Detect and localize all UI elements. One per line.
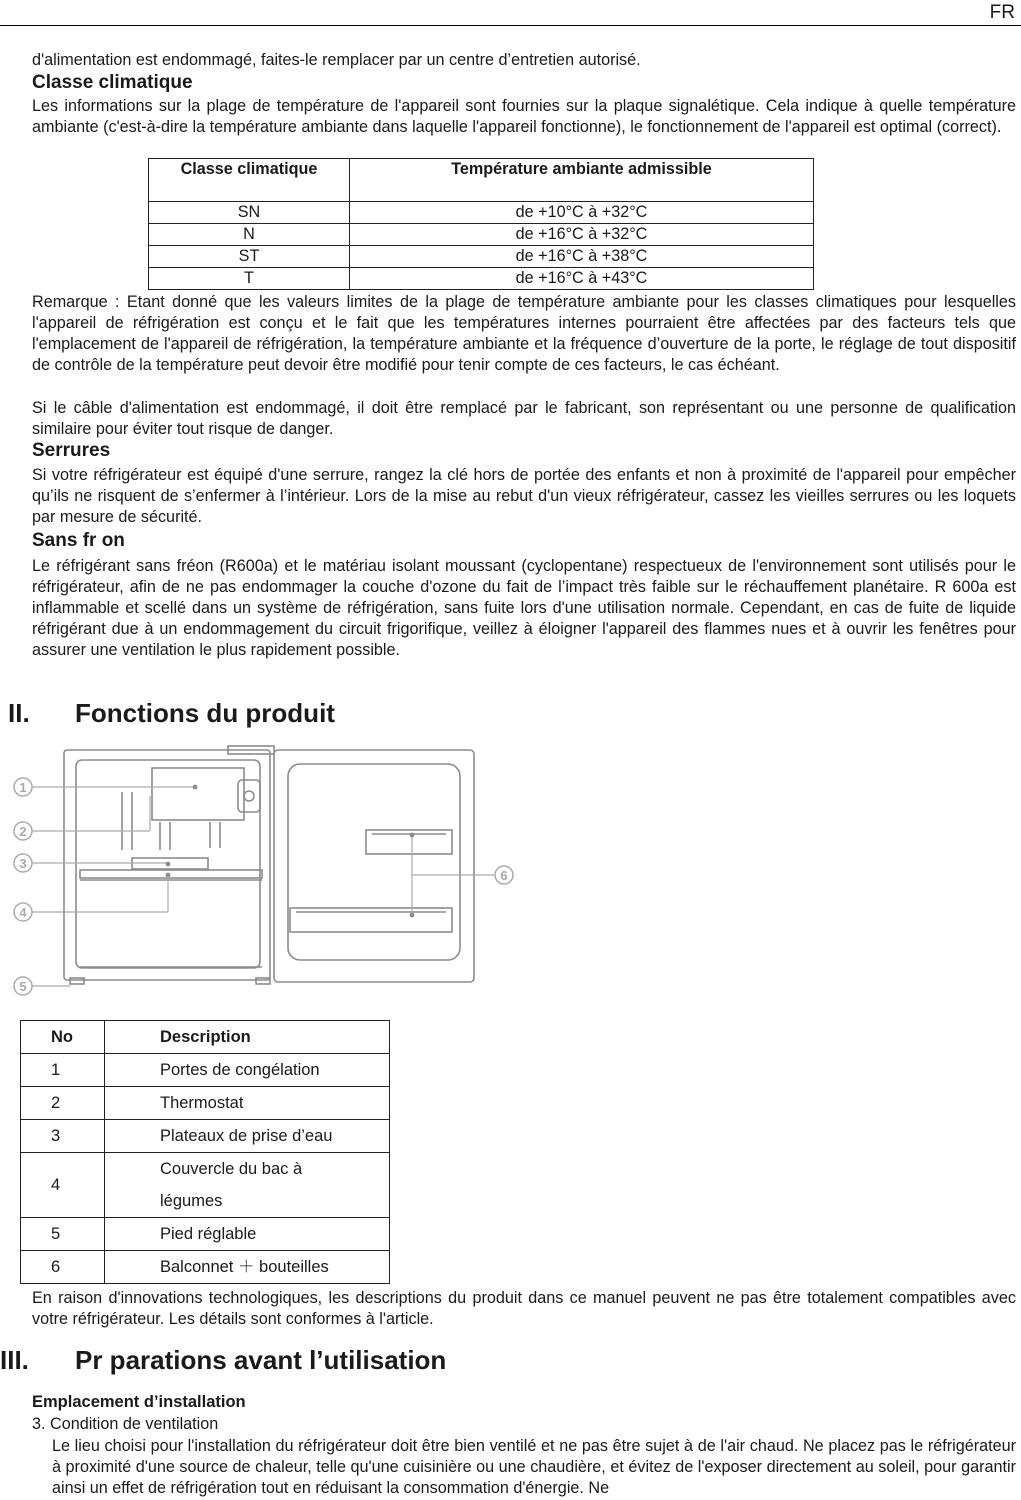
feature-desc-line: Couvercle du bac à (160, 1160, 303, 1178)
callout-1-label: 1 (19, 780, 27, 795)
section-2-title: Fonctions du produit (75, 698, 335, 728)
header-rule (0, 25, 1021, 26)
feature-desc: Thermostat (105, 1087, 390, 1120)
table-row (21, 1054, 390, 1087)
classe-text: Les informations sur la plage de température de l'appareil sont fournies sur la plaque signalétique. Cela indique à quelle température ambiante (c'est-à-dire la température ambiante dans laquelle l'appareil fonctionne), le fonctionnement de l'appareil est optimal (correct). (32, 97, 1016, 136)
serrures-text: Si votre réfrigérateur est équipé d'une serrure, rangez la clé hors de portée des enfants et non à proximité de l'appareil pour empêcher qu’ils ne risquent de s’enfermer à l’intérieur. Lors de la mise au rebut d'un vieux réfrigérateur, cassez les vieilles serrures ou les loquets par mesure de sécurité. (32, 466, 1016, 526)
callout-5-label: 5 (19, 979, 27, 994)
callout-2 (14, 822, 32, 840)
feature-no: 4 (21, 1153, 105, 1218)
feature-desc: Pied réglable (105, 1218, 390, 1251)
serrures-heading: Serrures (32, 440, 111, 461)
table-row (149, 268, 814, 290)
feature-no: 1 (21, 1054, 105, 1087)
feature-desc: Plateaux de prise d’eau (105, 1120, 390, 1153)
climate-class-cell: N (149, 224, 350, 246)
feature-desc: Portes de congélation (105, 1054, 390, 1087)
callout-3 (14, 854, 32, 872)
ventilation-text: Le lieu choisi pour l'installation du réfrigérateur doit être bien ventilé et ne pas être sujet à de l'air chaud. Ne placez pas le réfrigérateur à proximité d'une source de chaleur, telle qu'une cuisinière ou une chaudière, et évitez de l'exposer directement au soleil, pour garantir ainsi un effet de réfrigération tout en réduisant la consommation d'énergie. Ne (52, 1437, 1016, 1497)
climate-temp-cell: de +16°C à +32°C (350, 224, 814, 246)
feature-desc (105, 1153, 390, 1218)
climate-class-table (148, 158, 814, 290)
callout-4-label: 4 (19, 905, 27, 920)
table-row (21, 1218, 390, 1251)
foot (70, 978, 84, 984)
callout-3-label: 3 (19, 856, 27, 871)
thermostat (238, 780, 260, 812)
glass-shelf (80, 870, 262, 878)
cable-text: Si le câble d'alimentation est endommagé, il doit être remplacé par le fabricant, son représentant ou une personne de qualification similaire pour éviter tout risque de danger. (32, 399, 1016, 438)
callout-5 (14, 977, 32, 995)
intro-line: d'alimentation est endommagé, faites-le remplacer par un centre d’entretien autorisé. (32, 51, 641, 69)
emplacement-heading: Emplacement d’installation (32, 1393, 246, 1411)
callout-1 (14, 778, 32, 796)
freezer-compartment (152, 768, 244, 820)
feature-no: 2 (21, 1087, 105, 1120)
innovation-text: En raison d'innovations technologiques, les descriptions du produit dans ce manuel peuvent ne pas être totalement compatibles avec votre réfrigérateur. Les détails sont conformes à l'article. (32, 1289, 1016, 1328)
ventilation-item: 3. Condition de ventilation (32, 1415, 219, 1433)
feature-desc-line: légumes (160, 1192, 223, 1210)
section-3-title: Pr parations avant l’utilisation (75, 1345, 447, 1375)
table-row (21, 1087, 390, 1120)
section-3-number: III. (0, 1345, 29, 1375)
feature-desc: Balconnet ＋ bouteilles (105, 1251, 390, 1284)
climate-head-temp: Température ambiante admissible (350, 159, 814, 202)
climate-class-cell: SN (149, 202, 350, 224)
climate-temp-cell: de +16°C à +38°C (350, 246, 814, 268)
classe-heading: Classe climatique (32, 72, 193, 93)
callout-6 (495, 866, 513, 884)
sans-freon-text: Le réfrigérant sans fréon (R600a) et le matériau isolant moussant (cyclopentane) respectueux de l'environnement sont utilisés pour le réfrigérateur, afin de ne pas endommager la couche d'ozone du fait de l’impact très faible sur le réchauffement planétaire. R 600a est inflammable et scellé dans un système de réfrigération, sans fuite lors d'une utilisation normale. Cependant, en cas de fuite de liquide réfrigérant due à un endommagement du circuit frigorifique, veillez à éloigner l'appareil des flammes nues et à ouvrir les fenêtres pour assurer une ventilation le plus rapidement possible. (32, 557, 1016, 659)
fridge-door (274, 750, 474, 982)
climate-temp-cell: de +16°C à +43°C (350, 268, 814, 290)
table-row (149, 224, 814, 246)
door-inner-panel (288, 764, 460, 960)
table-row (149, 202, 814, 224)
feature-no: 5 (21, 1218, 105, 1251)
features-head-no: No (21, 1021, 105, 1054)
table-row (149, 246, 814, 268)
remark-text: Remarque : Etant donné que les valeurs limites de la plage de température ambiante pour les classes climatiques pour lesquelles l'appareil de réfrigération est conçu et le fait que les températures internes pourraient être affectées par des facteurs tels que l'emplacement de l'appareil de réfrigération, la température ambiante et la fréquence d’ouverture de la porte, le réglage de tout dispositif de contrôle de la température peut devoir être modifié pour tenir compte de ces facteurs, le cas échéant. (32, 293, 1016, 374)
table-row (21, 1120, 390, 1153)
fridge-diagram (0, 742, 520, 1004)
features-head-desc: Description (105, 1021, 390, 1054)
feature-no: 3 (21, 1120, 105, 1153)
climate-head-class: Classe climatique (149, 159, 350, 202)
feature-no: 6 (21, 1251, 105, 1284)
climate-class-cell: T (149, 268, 350, 290)
table-row (21, 1153, 390, 1218)
foot (256, 978, 270, 984)
table-row (21, 1251, 390, 1284)
callout-2-label: 2 (19, 824, 27, 839)
product-features-table (20, 1020, 390, 1284)
language-label: FR (989, 2, 1015, 23)
callout-4 (14, 903, 32, 921)
section-2-number: II. (8, 698, 30, 728)
climate-class-cell: ST (149, 246, 350, 268)
climate-temp-cell: de +10°C à +32°C (350, 202, 814, 224)
sans-freon-heading: Sans fr on (32, 530, 125, 551)
callout-6-label: 6 (500, 868, 508, 883)
